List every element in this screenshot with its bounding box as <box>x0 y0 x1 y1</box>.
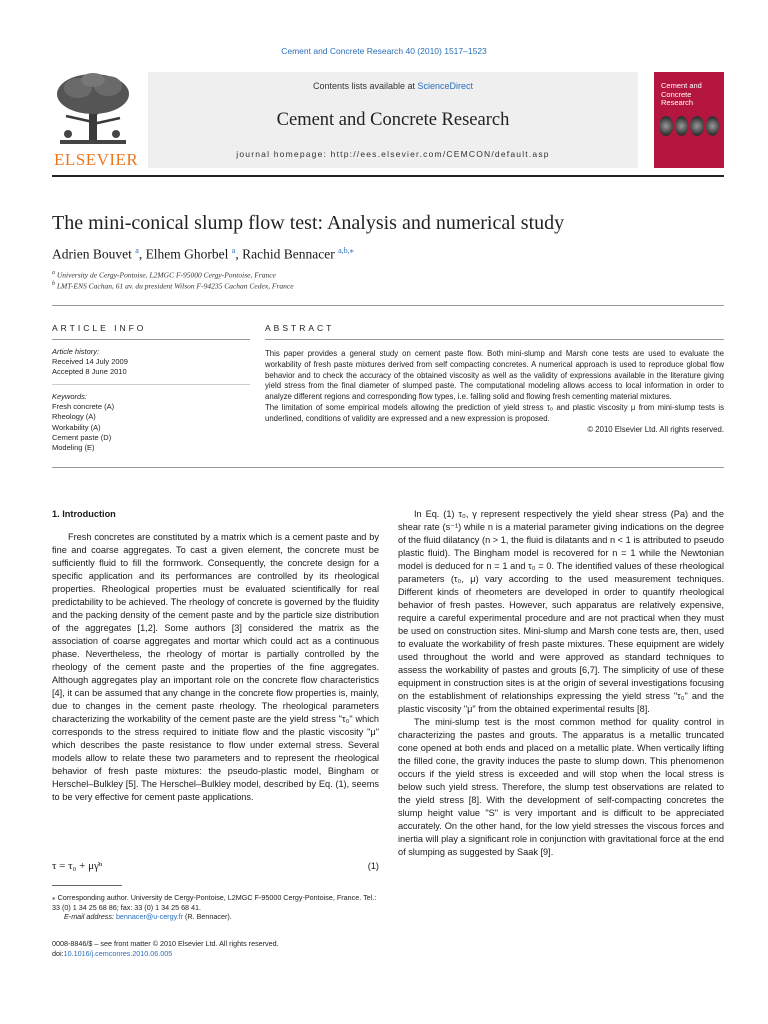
equation-1 <box>52 860 379 873</box>
email-label: E-mail address: <box>64 912 116 921</box>
author-list: Adrien Bouvet $^a$, Elhem Ghorbel $^a$, Rachid Bennacer $^{a,b,⁎}$ <box>52 246 354 262</box>
doi-line <box>52 949 379 959</box>
issn-line: 0008-8846/$ – see front matter © 2010 Elsevier Ltd. All rights reserved. <box>52 939 279 948</box>
corresponding-author-note: ⁎ Corresponding author. University de Cergy-Pontoise, L2MGC F-95000 Cergy-Pontoise, France. Tel.: 33 (0) 1 34 25 68 86; fax: 33 (0) 1 34 25 68 41. <box>52 893 377 912</box>
author-affil-marker[interactable]: a <box>135 246 139 255</box>
journal-homepage <box>148 149 638 159</box>
section-rule <box>52 305 724 306</box>
cover-title-line: Concrete <box>661 89 692 99</box>
footnote-block <box>52 893 379 922</box>
elsevier-tree-icon <box>52 72 134 150</box>
body-paragraph: Fresh concretes are constituted by a matrix which is a cement paste and by fine and coarse aggregates. To cast a given element, the concrete must be sufficiently fluid to fill the formwork. Consequently, the concrete design for a specific application and its performances are controlled by its rheological properties. Rheological properties must be evaluated scientifically for real predictability to be achieved. The rheology of concrete is governed by the fluidity and the packing density of the cement paste and by the particle size distribution of the aggregates [1,2]. Some authors [3] considered the matrix as the association of coarse aggregates and mortar which could act as a continuous phase. Nevertheless, the rheology of mortar is partially controlled by the rheology of the cement paste and the properties of the fine aggregates. Although aggregates play an important role on the concrete flow characteristics [4], it can be assumed that any change in the concrete flow properties is, mainly, due to changes in the cement paste rheology. The rheological parameters characterizing the workability of the cement paste are the yield stress "τ₀" which corresponds to the stress required to initiate flow and the plastic viscosity "μ" which describes the paste resistance to flow under external stress. Several models allow to relate these two parameters and to represent the rheological behavior of fresh paste mixtures: the pseudo-plastic model, Bingham or Herschel–Bulkley [5]. The Herschel–Bulkley model, described by Eq. (1), seems to be very effective for cement paste applications. <box>52 532 379 802</box>
author-name: Adrien Bouvet <box>52 246 132 262</box>
homepage-prefix: journal homepage: <box>236 149 331 159</box>
history-label: Article history: <box>52 347 100 356</box>
journal-band <box>148 72 638 168</box>
email-suffix: (R. Bennacer). <box>183 912 232 921</box>
affiliation-marker: a <box>52 270 55 276</box>
cover-title-line: Cement and <box>661 81 702 90</box>
article-info-rule <box>52 339 250 340</box>
journal-cover <box>654 72 724 168</box>
keyword: Fresh concrete (A) <box>52 402 115 412</box>
keywords-rule <box>52 384 250 385</box>
cover-title-line: Research <box>661 98 694 107</box>
journal-name: Cement and Concrete Research <box>276 110 510 130</box>
received-date: Received 14 July 2009 <box>52 357 128 367</box>
author-name: Elhem Ghorbel <box>145 246 229 262</box>
header-rule <box>52 175 724 177</box>
doi-label: doi: <box>52 948 64 958</box>
affiliation-text: University de Cergy-Pontoise, L2MGC F-95000 Cergy-Pontoise, France <box>56 270 276 280</box>
intro-column <box>52 531 379 804</box>
copyright: © 2010 Elsevier Ltd. All rights reserved. <box>587 424 724 434</box>
cover-images <box>659 116 719 136</box>
footnote-rule <box>52 885 122 886</box>
abstract-body <box>265 349 724 435</box>
equation-text: τ = τ₀ + μγ̇ⁿ <box>52 860 103 872</box>
abstract-paragraph: This paper provides a general study on cement paste flow. Both mini-slump and Marsh cone tests are used to evaluate the workability of fresh paste mixtures derived from self compacting concretes. A numerical approach is used to reproduce global flow behavior and to check the accuracy of the obtained viscosity as well as the validity of expressions available in the literature giving yield stress from the final diameter of slumped paste. The computational modeling allows access to local information in order to analyze different regions and corresponding flow types, i.e. falling solid and flowing fresh cementing material mixtures. <box>265 349 724 402</box>
keywords-block <box>52 392 250 453</box>
homepage-url[interactable]: http://ees.elsevier.com/CEMCON/default.asp <box>330 149 550 159</box>
email-line <box>52 912 379 922</box>
section-rule <box>52 467 724 468</box>
contents-prefix: Contents lists available at <box>312 81 418 91</box>
affiliation <box>52 281 294 291</box>
author-name: Rachid Bennacer <box>242 246 335 262</box>
cover-title <box>661 82 702 108</box>
keyword: Workability (A) <box>52 422 101 432</box>
abstract-heading: ABSTRACT <box>265 323 335 333</box>
author-affil-marker[interactable]: a,b,⁎ <box>338 246 354 255</box>
journal-citation[interactable]: Cement and Concrete Research 40 (2010) 1517–1523 <box>281 46 487 56</box>
affiliation <box>52 270 276 280</box>
keyword: Modeling (E) <box>52 443 95 453</box>
front-matter <box>52 939 379 958</box>
accepted-date: Accepted 8 June 2010 <box>52 367 127 377</box>
keyword: Cement paste (D) <box>52 432 112 442</box>
article-history <box>52 347 250 378</box>
equation-number: (1) <box>367 861 379 871</box>
abstract-rule <box>265 339 724 340</box>
doi-link[interactable]: 10.1016/j.cemconres.2010.06.005 <box>63 948 173 958</box>
body-paragraph: In Eq. (1) τ₀, γ represent respectively the yield shear stress (Pa) and the shear rate (s⁻¹) while n is a material parameter giving indications on the degree of the fluid dilatancy (n > 1, the fluid is dilatants and n < 1 is attributed to pseudo plastic fluid). The Bingham model is recovered for n = 1 while the Newtonian model is deduced for n = 1 and τ₀ = 0. The identified values of these rheological parameters (τ₀, μ) vary according to the used measurement techniques. Different kinds of rheometers are developed in order to quantify rheological behavior of fresh pastes. However, such apparatus are relatively expensive, require a careful experimental procedure and are not practical when they must be used on construction sites. Mini-slump and Marsh cone tests are, then, used to evaluate the workability of fresh paste mixtures. These equipment are widely used throughout the world and were approved as standard techniques to assess the workability of pastes and grouts [6,7]. The simplicity of use of these equipment in construction sites is at the origin of several investigations focusing on the establishment of relationships expressing the yield stress "τ₀" and the plastic viscosity "μ" from the obtained experimental results [8]. <box>398 509 724 714</box>
affiliation-marker: b <box>52 281 55 287</box>
right-column <box>398 508 724 859</box>
author-affil-marker[interactable]: a <box>231 246 236 255</box>
body-paragraph: The mini-slump test is the most common method for quality control in characterizing the pastes and grouts. The apparatus is a metallic truncated cone opened at both ends and placed on a metallic plate. When vertically lifting the filled cone, the gravity induces the paste to slump down. This phenomenon occurs if the yield stress is exceeded and will stop when the local stress is below such yield stress. Therefore, the slump test observations are related to the yield stress [8]. With the development of self-compacting concretes the slump height value "S" is very important and is difficult to be appreciated accurately. On the other hand, for the low yield stresses the viscous forces and inertia will play a significant role in conjunction with gravitational force at the end of slumping as suggested by Saak [9]. <box>398 717 724 857</box>
keyword: Rheology (A) <box>52 412 96 422</box>
contents-line <box>148 81 638 91</box>
abstract-paragraph: The limitation of some empirical models allowing the prediction of yield stress τ₀ and plastic viscosity μ from mini-slump tests is underlined, conditions of validity are expressed and a new expression is proposed. <box>265 402 724 423</box>
affiliation-text: LMT-ENS Cachan, 61 av. du president Wilson F-94235 Cachan Cedex, France <box>56 281 294 291</box>
article-title: The mini-conical slump flow test: Analysis and numerical study <box>52 212 565 234</box>
masthead <box>52 72 724 168</box>
elsevier-logo <box>52 72 139 169</box>
article-info-heading: ARTICLE INFO <box>52 323 147 333</box>
email-link[interactable]: bennacer@u-cergy.fr <box>115 912 184 921</box>
sciencedirect-link[interactable]: ScienceDirect <box>417 81 474 91</box>
section-heading: 1. Introduction <box>52 509 116 519</box>
elsevier-wordmark: ELSEVIER <box>54 150 139 169</box>
keywords-label: Keywords: <box>52 392 88 401</box>
